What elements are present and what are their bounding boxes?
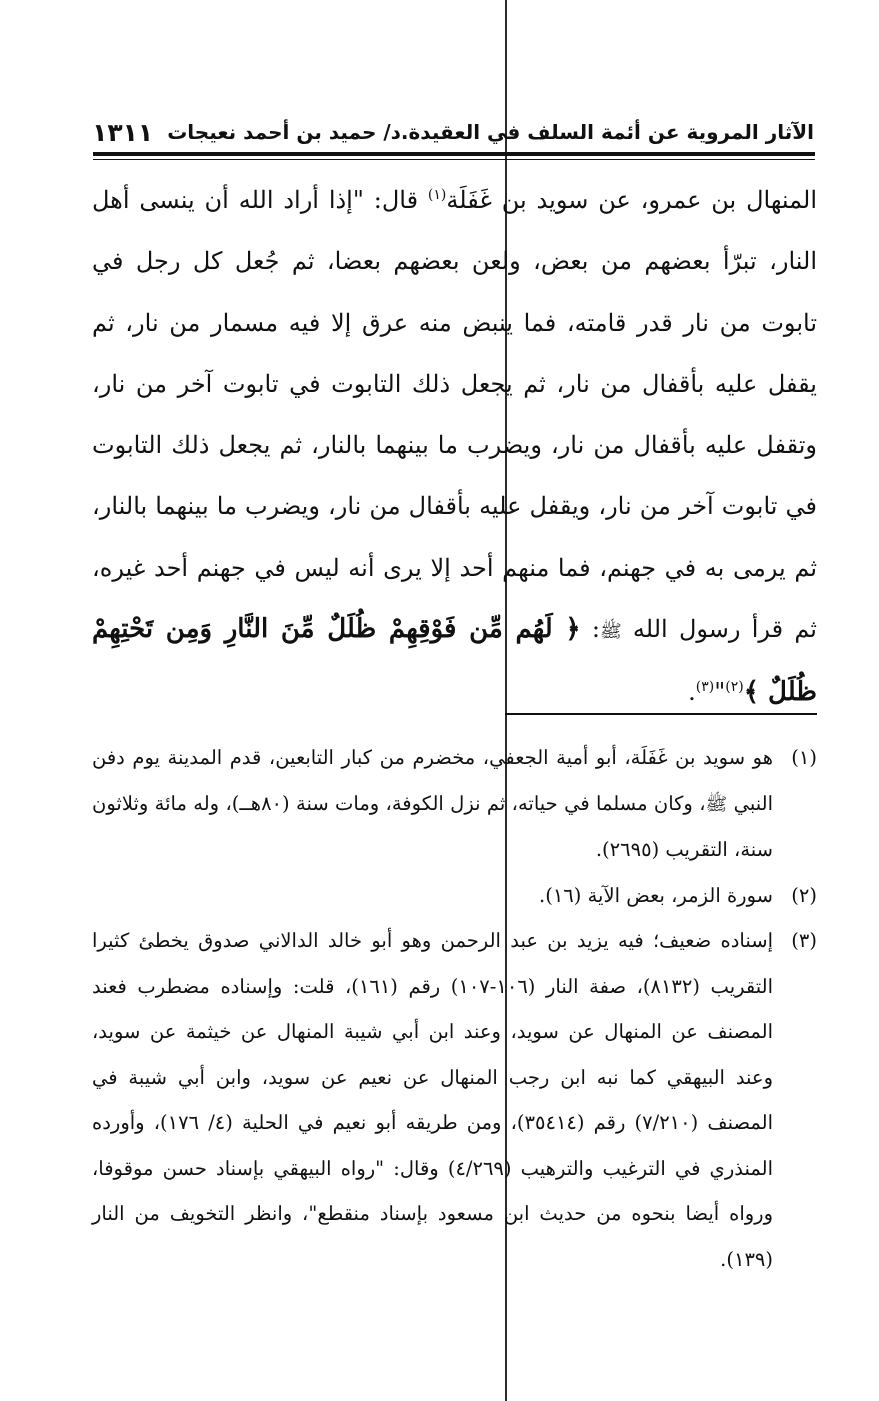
main-text-segment-2: قال: "إذا أراد الله أن ينسى أهل النار، تبرّأ بعضهم من بعض، ولعن بعضهم بعضا، ثم جُعل كل رجل في تابوت من نار قدر قامته، فما ينبض منه عرق إلا فيه مسمار من نار، ثم يقفل عليه بأقفال من نار، ثم يجعل ذلك التابوت في تابوت آخر من نار، وتقفل عليه بأقفال من نار، ويضرب ما بينهما بالنار، ثم يجعل ذلك التابوت في تابوت آخر من نار، ويقفل عليه بأقفال من نار، ويضرب ما بينهما بالنار، ثم يرمى به في جهنم، فما منهم أحد إلا يرى أنه ليس في جهنم أحد غيره، ثم قرأ رسول الله: [92, 186, 817, 644]
footnote-text: سورة الزمر، بعض الآية (١٦).: [539, 883, 773, 907]
footnote-1: [92, 735, 817, 873]
honorific-glyph: ﷺ: [705, 793, 728, 815]
footnote-ref-2: (٢): [725, 679, 744, 696]
footnote-text: إسناده ضعيف؛ فيه يزيد بن عبد الرحمن وهو أبو خالد الدالاني صدوق يخطئ كثيرا التقريب (٨١٣٢)، صفة النار (١٠٦-١٠٧) رقم (١٦١)، قلت: وإسناده مضطرب فعند المصنف عن المنهال عن سويد، وعند ابن أبي شيبة المنهال عن خيثمة عن سويد، وعند البيهقي كما نبه ابن رجب المنهال عن نعيم عن سويد، وابن أبي شيبة في المصنف (٧/٢١٠) رقم (٣٥٤١٤)، ومن طريقه أبو نعيم في الحلية (٤/ ١٧٦)، وأورده المنذري في الترغيب والترهيب (٤/٢٦٩) وقال: "رواه البيهقي بإسناد حسن موقوفا، ورواه أيضا بنحوه من حديث ابن مسعود بإسناد منقطع"، وانظر التخويف من النار (١٣٩).: [92, 929, 774, 1271]
header-page-number: ١٣١١: [92, 117, 154, 147]
main-paragraph: [92, 170, 817, 724]
header-title: الآثار المروية عن أئمة السلف في العقيدة.د/ حميد بن أحمد نعيجات: [167, 120, 814, 144]
header-rule-thick: [93, 152, 815, 156]
footnote-2: [92, 873, 817, 919]
footnote-text: [92, 735, 773, 873]
footnote-ref-3: (٣): [695, 679, 715, 696]
main-text-segment-3: :: [580, 615, 600, 644]
footnote-number: (٢): [791, 883, 817, 907]
footnotes-section: [92, 735, 817, 1282]
header-rule-thin: [93, 159, 815, 160]
footnote-separator: [505, 713, 817, 715]
footnote-text-part-b: ، وكان مسلما في حياته، ثم نزل الكوفة، ومات سنة (٨٠هــ)، وله مائة وثلاثون سنة، التقريب (٢٦٩٥).: [92, 791, 773, 861]
running-header: [90, 112, 814, 152]
closing-period: .: [688, 678, 696, 707]
footnote-number: (١): [791, 746, 817, 769]
footnote-ref-1: (١): [427, 187, 447, 203]
main-body: [92, 170, 817, 724]
footnote-3: [92, 918, 817, 1282]
footnote-number: (٣): [791, 929, 817, 952]
honorific-glyph: ﷺ: [599, 621, 622, 643]
closing-quote: ": [714, 678, 726, 707]
quran-verse: ﴿ لَهُم مِّن فَوْقِهِمْ ظُلَلٌ مِّنَ النَّارِ وَمِن تَحْتِهِمْ ظُلَلٌ ﴾: [92, 614, 817, 708]
main-text-segment-1: المنهال بن عمرو، عن سويد بن غَفَلَة: [446, 186, 818, 214]
footnote-text-part-a: هو سويد بن غَفَلَة، أبو أمية الجعفي، مخضرم من كبار التابعين، قدم المدينة يوم دفن النبي: [92, 746, 773, 815]
